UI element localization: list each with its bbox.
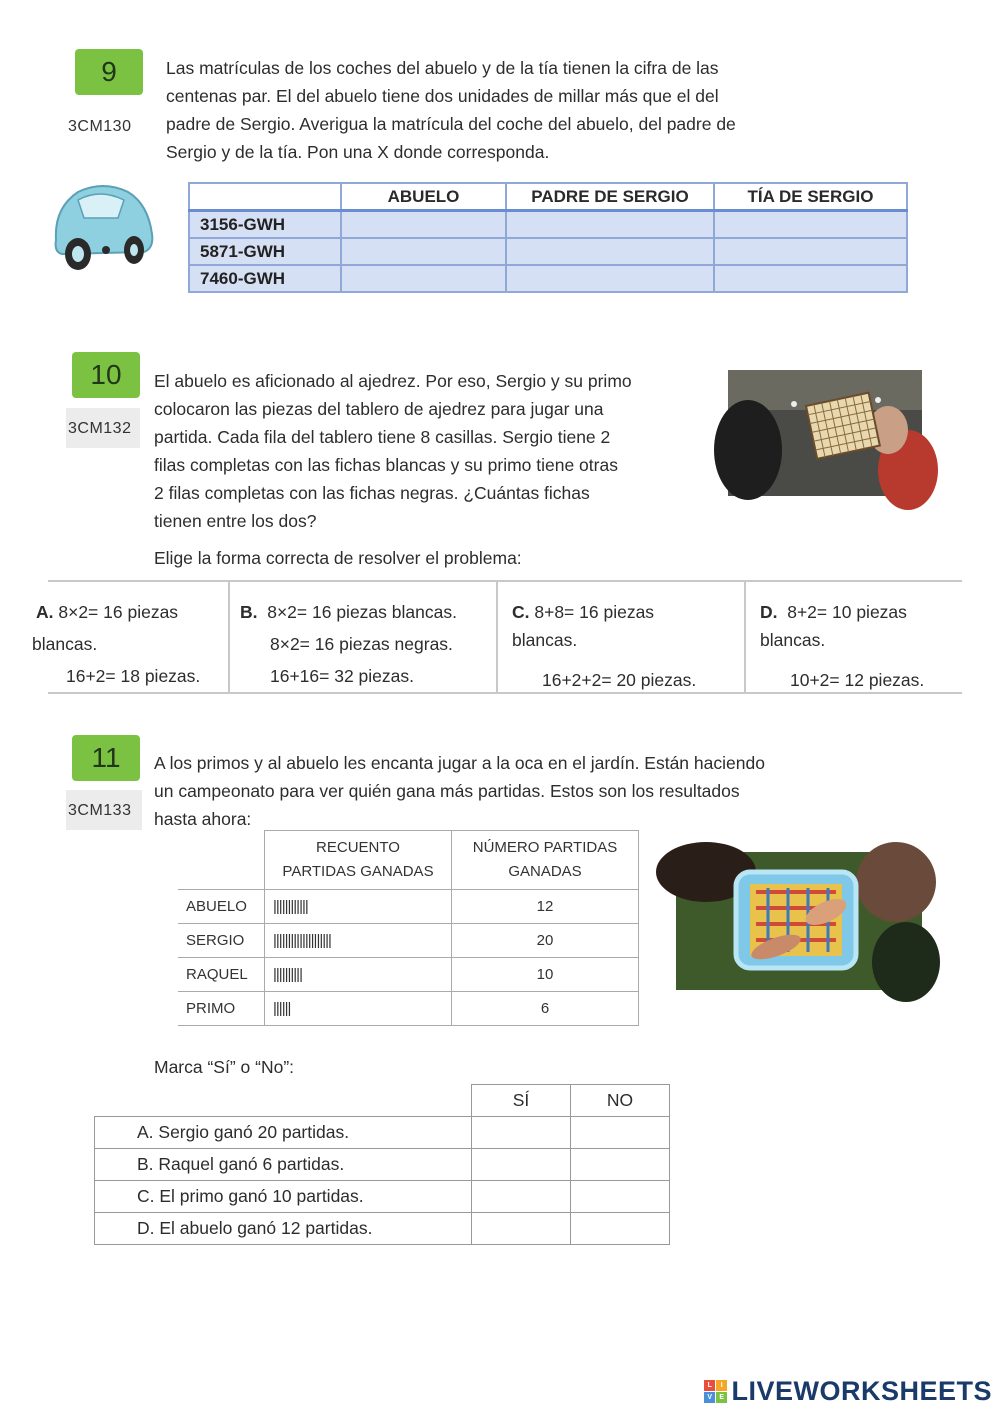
solution-options <box>32 580 962 694</box>
table-header <box>189 183 341 211</box>
player-name: ABUELO <box>178 890 265 924</box>
statement-line: filas completas con las fichas blancas y su primo tiene otras <box>154 455 618 475</box>
header-line: NÚMERO PARTIDAS <box>472 839 618 856</box>
statement-line: colocaron las piezas del tablero de ajedrez para jugar una <box>154 399 604 419</box>
toy-car-illustration <box>48 178 158 278</box>
option-d[interactable] <box>746 582 962 692</box>
yes-checkbox-cell[interactable] <box>472 1213 571 1245</box>
exercise-number-badge <box>75 49 143 95</box>
answer-cell[interactable] <box>714 211 907 239</box>
yes-no-table <box>94 1084 670 1245</box>
wins-count: 12 <box>452 890 639 924</box>
statement-line: El abuelo es aficionado al ajedrez. Por eso, Sergio y su primo <box>154 371 632 391</box>
exercise-number: 9 <box>101 56 117 87</box>
table-row <box>178 958 639 992</box>
option-letter: C. <box>512 602 530 622</box>
statement-line: A los primos y al abuelo les encanta jugar a la oca en el jardín. Están haciendo <box>154 753 765 773</box>
statement: D. El abuelo ganó 12 partidas. <box>95 1213 472 1245</box>
wins-count: 20 <box>452 924 639 958</box>
table-row <box>189 265 907 292</box>
table-row <box>189 211 907 239</box>
plate-label: 7460-GWH <box>189 265 341 292</box>
logo-letter: L <box>704 1380 715 1391</box>
option-line: 8×2= 16 piezas negras. <box>270 634 453 654</box>
statement: C. El primo ganó 10 partidas. <box>95 1181 472 1213</box>
header-line: PARTIDAS GANADAS <box>282 863 434 880</box>
header-line: GANADAS <box>508 863 582 880</box>
answer-cell[interactable] <box>341 265 506 292</box>
statement-line: 2 filas completas con las fichas negras. ¿Cuántas fichas <box>154 483 590 503</box>
option-line: 8×2= 16 piezas blancas. <box>267 602 457 622</box>
statement-line: tienen entre los dos? <box>154 511 317 531</box>
option-line: 16+2= 18 piezas. <box>66 666 201 686</box>
player-name: PRIMO <box>178 992 265 1026</box>
statement: A. Sergio ganó 20 partidas. <box>95 1117 472 1149</box>
brand-name: LIVEWORKSHEETS <box>731 1376 992 1406</box>
board-game-photo <box>676 852 922 990</box>
answer-cell[interactable] <box>341 238 506 265</box>
table-row <box>95 1213 670 1245</box>
no-checkbox-cell[interactable] <box>571 1181 670 1213</box>
option-line: blancas. <box>32 634 98 654</box>
option-line: blancas. <box>760 630 826 650</box>
tally-table <box>178 830 639 1026</box>
answer-cell[interactable] <box>506 265 714 292</box>
option-letter: B. <box>240 602 258 622</box>
table-row <box>189 238 907 265</box>
no-checkbox-cell[interactable] <box>571 1117 670 1149</box>
answer-cell[interactable] <box>506 211 714 239</box>
table-row <box>178 890 639 924</box>
mark-prompt: Marca “Sí” o “No”: <box>154 1057 295 1077</box>
exercise-code: 3CM132 <box>68 420 132 437</box>
license-plate-table <box>188 182 908 293</box>
statement-line: Sergio y de la tía. Pon una X donde corresponda. <box>166 142 550 162</box>
table-row <box>95 1149 670 1181</box>
option-a[interactable] <box>32 582 228 692</box>
statement-line: centenas par. El del abuelo tiene dos unidades de millar más que el del <box>166 86 719 106</box>
plate-label: 3156-GWH <box>189 211 341 239</box>
no-header: NO <box>571 1085 670 1117</box>
table-row <box>178 924 639 958</box>
exercise-9-statement <box>166 54 874 166</box>
answer-cell[interactable] <box>341 211 506 239</box>
answer-cell[interactable] <box>506 238 714 265</box>
option-line: 10+2= 12 piezas. <box>790 670 925 690</box>
exercise-number-badge <box>72 735 140 781</box>
table-row <box>95 1117 670 1149</box>
header-line: RECUENTO <box>316 839 400 856</box>
logo-letter: I <box>716 1380 727 1391</box>
option-line: blancas. <box>512 630 578 650</box>
statement-line: Las matrículas de los coches del abuelo y de la tía tienen la cifra de las <box>166 58 719 78</box>
tally-marks: |||||||||||| <box>265 890 452 924</box>
plate-label: 5871-GWH <box>189 238 341 265</box>
answer-cell[interactable] <box>714 265 907 292</box>
exercise-number: 11 <box>91 742 121 773</box>
option-letter: D. <box>760 602 778 622</box>
exercise-code: 3CM130 <box>68 118 132 135</box>
tally-marks: |||||| <box>265 992 452 1026</box>
option-line: 8+8= 16 piezas <box>534 602 655 622</box>
tally-marks: |||||||||| <box>265 958 452 992</box>
table-row <box>95 1181 670 1213</box>
statement-line: hasta ahora: <box>154 809 252 829</box>
wins-count: 6 <box>452 992 639 1026</box>
option-line: 16+16= 32 piezas. <box>270 666 415 686</box>
logo-mark-icon <box>704 1380 727 1403</box>
chess-photo <box>728 370 922 496</box>
liveworksheets-logo[interactable] <box>704 1376 992 1407</box>
wins-count: 10 <box>452 958 639 992</box>
yes-header: SÍ <box>472 1085 571 1117</box>
option-c[interactable] <box>498 582 744 692</box>
no-checkbox-cell[interactable] <box>571 1213 670 1245</box>
logo-letter: V <box>704 1392 715 1403</box>
player-name: SERGIO <box>178 924 265 958</box>
table-row <box>178 992 639 1026</box>
table-header: PADRE DE SERGIO <box>506 183 714 211</box>
yes-checkbox-cell[interactable] <box>472 1181 571 1213</box>
table-header: ABUELO <box>341 183 506 211</box>
exercise-number-badge <box>72 352 140 398</box>
logo-letter: E <box>716 1392 727 1403</box>
statement-line: padre de Sergio. Averigua la matrícula del coche del abuelo, del padre de <box>166 114 736 134</box>
exercise-number: 10 <box>90 359 122 390</box>
yes-checkbox-cell[interactable] <box>472 1117 571 1149</box>
option-line: 8+2= 10 piezas <box>787 602 907 622</box>
empty-header <box>95 1085 472 1117</box>
statement-line: partida. Cada fila del tablero tiene 8 casillas. Sergio tiene 2 <box>154 427 611 447</box>
answer-cell[interactable] <box>714 238 907 265</box>
wins-header <box>452 831 639 890</box>
exercise-11-statement <box>154 749 874 833</box>
option-line: 8×2= 16 piezas <box>58 602 179 622</box>
option-line: 16+2+2= 20 piezas. <box>542 670 697 690</box>
tally-header <box>265 831 452 890</box>
player-name: RAQUEL <box>178 958 265 992</box>
option-letter: A. <box>36 602 54 622</box>
exercise-10-statement <box>154 367 712 535</box>
statement-line: un campeonato para ver quién gana más partidas. Estos son los resultados <box>154 781 740 801</box>
exercise-code: 3CM133 <box>68 802 132 819</box>
empty-header <box>178 831 265 890</box>
statement: B. Raquel ganó 6 partidas. <box>95 1149 472 1181</box>
solve-prompt: Elige la forma correcta de resolver el problema: <box>154 548 522 568</box>
tally-marks: |||||||||||||||||||| <box>265 924 452 958</box>
table-header: TÍA DE SERGIO <box>714 183 907 211</box>
yes-checkbox-cell[interactable] <box>472 1149 571 1181</box>
option-b[interactable] <box>230 582 496 692</box>
no-checkbox-cell[interactable] <box>571 1149 670 1181</box>
